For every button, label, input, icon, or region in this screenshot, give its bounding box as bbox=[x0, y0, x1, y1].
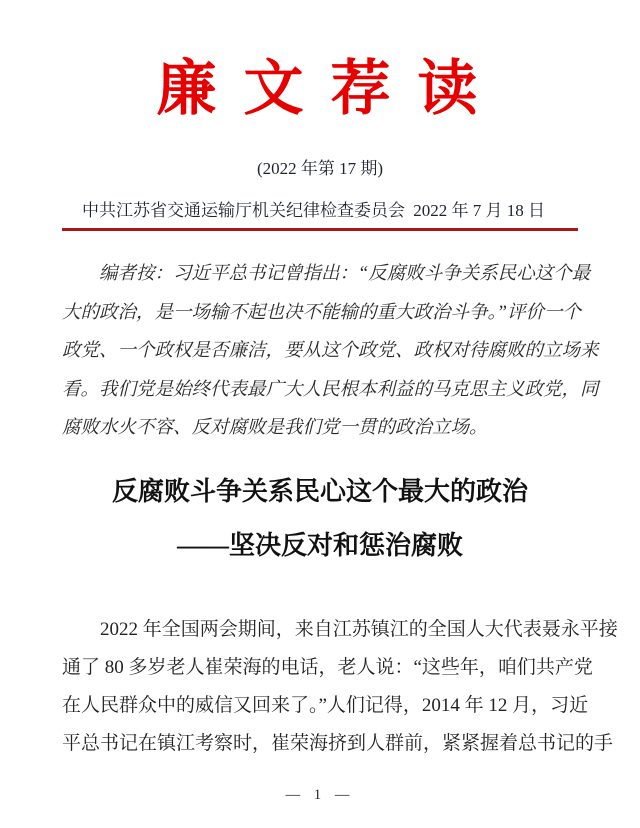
editor-note-line: 大的政治，是一场输不起也决不能输的重大政治斗争。”评价一个 bbox=[62, 302, 582, 323]
page-content bbox=[62, 196, 618, 763]
page-number: — 1 — bbox=[285, 787, 355, 803]
editor-note-line: 编者按：习近平总书记曾指出：“反腐败斗争关系民心这个最 bbox=[99, 264, 591, 284]
issue-number: (2022 年第 17 期) bbox=[256, 159, 384, 178]
editor-note-line: 看。我们党是始终代表最广大人民根本利益的马克思主义政党，同 bbox=[62, 379, 599, 400]
article-paragraph-line: 2022 年全国两会期间，来自江苏镇江的全国人大代表聂永平接 bbox=[100, 618, 618, 640]
masthead-title: 廉 文 荐 读 bbox=[156, 56, 484, 122]
article-paragraph-line: 在人民群众中的威信又回来了。”人们记得，2014 年 12 月，习近 bbox=[62, 694, 589, 716]
article-paragraph bbox=[62, 611, 618, 763]
editor-note-line: 腐败水火不容、反对腐败是我们党一贯的政治立场。 bbox=[62, 418, 488, 438]
editor-note bbox=[62, 255, 599, 448]
publication-date: 2022 年 7 月 18 日 bbox=[413, 201, 545, 220]
editor-note-line: 政党、一个政权是否廉洁，要从这个政党、政权对待腐败的立场来 bbox=[62, 341, 599, 361]
article-subtitle: ——坚决反对和惩治腐败 bbox=[176, 531, 463, 560]
article-title: 反腐败斗争关系民心这个最大的政治 bbox=[111, 476, 528, 506]
article-paragraph-line: 通了 80 多岁老人崔荣海的电话，老人说：“这些年，咱们共产党 bbox=[62, 656, 593, 678]
header-row bbox=[62, 196, 578, 231]
organization-name: 中共江苏省交通运输厅机关纪律检查委员会 bbox=[82, 201, 405, 220]
article-paragraph-line: 平总书记在镇江考察时，崔荣海挤到人群前，紧紧握着总书记的手 bbox=[62, 732, 614, 754]
